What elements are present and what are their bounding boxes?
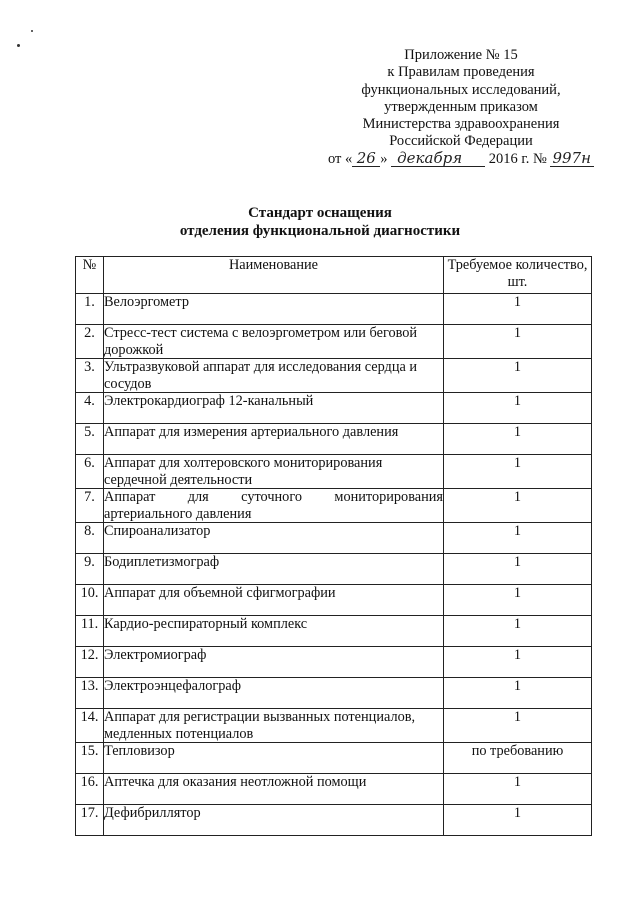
row-number: 1. (76, 294, 104, 325)
row-quantity: 1 (444, 616, 592, 647)
row-number: 2. (76, 325, 104, 359)
row-quantity: 1 (444, 523, 592, 554)
row-quantity: 1 (444, 455, 592, 489)
row-name: Аппарат для регистрации вызванных потенциалов, медленных потенциалов (104, 709, 444, 743)
header-name: Наименование (104, 257, 444, 294)
row-number: 15. (76, 743, 104, 774)
table-row (76, 424, 592, 455)
table-row (76, 393, 592, 424)
row-name: Электроэнцефалограф (104, 678, 444, 709)
row-quantity: 1 (444, 805, 592, 836)
table-row (76, 647, 592, 678)
row-quantity: 1 (444, 325, 592, 359)
row-number: 9. (76, 554, 104, 585)
table-row (76, 774, 592, 805)
table-row (76, 359, 592, 393)
row-quantity: 1 (444, 393, 592, 424)
row-name: Аппарат для объемной сфигмографии (104, 585, 444, 616)
equipment-table (75, 256, 592, 836)
table-row (76, 294, 592, 325)
row-number: 5. (76, 424, 104, 455)
row-quantity: 1 (444, 647, 592, 678)
row-quantity: 1 (444, 709, 592, 743)
row-number: 11. (76, 616, 104, 647)
row-number: 8. (76, 523, 104, 554)
document-title: Стандарт оснащения (248, 205, 392, 221)
appendix-line: Министерства здравоохранения (362, 116, 560, 133)
row-quantity: 1 (444, 424, 592, 455)
order-month-handwritten: декабря (391, 151, 485, 167)
order-number-handwritten: 997н (550, 151, 594, 167)
order-prefix: от « (328, 150, 353, 167)
row-number: 3. (76, 359, 104, 393)
order-mid: » (380, 150, 388, 167)
row-name: Электрокардиограф 12-канальный (104, 393, 444, 424)
row-name: Стресс-тест система с велоэргометром или беговой дорожкой (104, 325, 444, 359)
appendix-line: Российской Федерации (389, 133, 533, 150)
document-subtitle: отделения функциональной диагностики (179, 223, 461, 239)
table-row (76, 325, 592, 359)
table-row (76, 554, 592, 585)
row-name: Аппарат для суточного мониторирования артериального давления (104, 489, 443, 522)
row-quantity: 1 (444, 554, 592, 585)
row-quantity: 1 (444, 774, 592, 805)
table-row (76, 709, 592, 743)
row-name: Дефибриллятор (104, 805, 444, 836)
row-number: 12. (76, 647, 104, 678)
scan-speck (31, 30, 33, 32)
row-number: 14. (76, 709, 104, 743)
row-number: 16. (76, 774, 104, 805)
order-day-handwritten: 26 (352, 151, 380, 167)
appendix-line: функциональных исследований, (361, 81, 561, 98)
row-name: Аппарат для холтеровского мониторирования сердечной деятельности (104, 455, 444, 489)
row-name: Бодиплетизмограф (104, 554, 444, 585)
row-quantity: 1 (444, 294, 592, 325)
row-number: 10. (76, 585, 104, 616)
appendix-line: утвержденным приказом (384, 98, 538, 115)
header-quantity: Требуемое количество, шт. (444, 257, 592, 294)
table-row (76, 678, 592, 709)
row-name: Тепловизор (104, 743, 444, 774)
row-name: Ультразвуковой аппарат для исследования сердца и сосудов (104, 359, 444, 393)
table-row (76, 523, 592, 554)
row-quantity: по требованию (444, 743, 592, 774)
row-name: Электромиограф (104, 647, 444, 678)
row-number: 6. (76, 455, 104, 489)
row-name: Велоэргометр (104, 294, 444, 325)
table-row (76, 805, 592, 836)
table-header-row (76, 257, 592, 294)
row-number: 13. (76, 678, 104, 709)
scan-speck (17, 44, 20, 47)
row-number: 7. (76, 489, 104, 523)
header-number: № (76, 257, 104, 294)
order-year: 2016 г. № (488, 150, 547, 167)
row-number: 17. (76, 805, 104, 836)
row-name: Спироанализатор (104, 523, 444, 554)
row-name: Аптечка для оказания неотложной помощи (104, 774, 444, 805)
row-quantity: 1 (444, 359, 592, 393)
row-quantity: 1 (444, 489, 592, 523)
order-date-line (316, 148, 606, 168)
table-row (76, 616, 592, 647)
appendix-line: Приложение № 15 (404, 47, 518, 63)
row-number: 4. (76, 393, 104, 424)
row-name: Аппарат для измерения артериального давления (104, 424, 444, 455)
appendix-block (316, 47, 606, 168)
table-row (76, 743, 592, 774)
table-row (76, 585, 592, 616)
table-body (76, 294, 592, 836)
table-row (76, 455, 592, 489)
row-quantity: 1 (444, 678, 592, 709)
row-quantity: 1 (444, 585, 592, 616)
table-row (76, 489, 592, 523)
row-name: Кардио-респираторный комплекс (104, 616, 444, 647)
appendix-line: к Правилам проведения (387, 64, 535, 81)
